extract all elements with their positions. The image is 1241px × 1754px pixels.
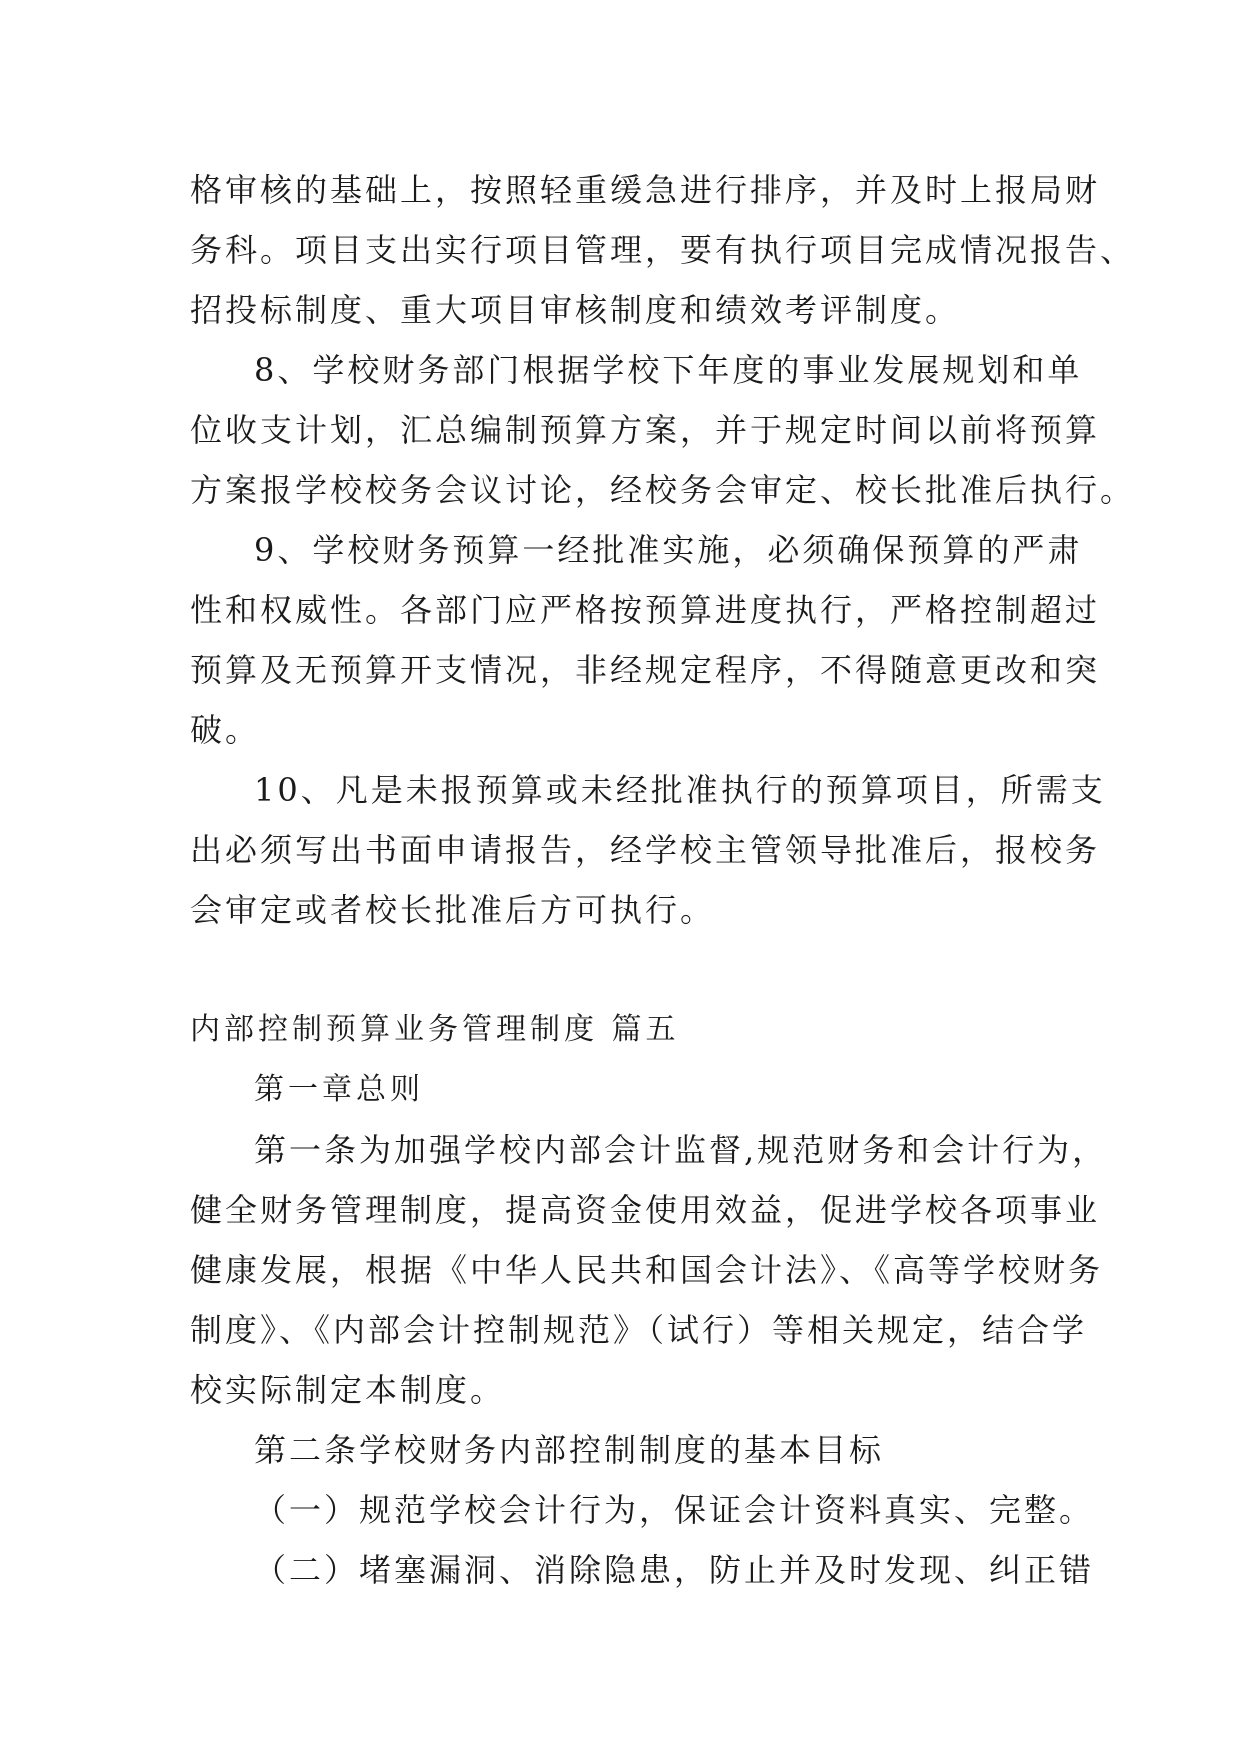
- body-line: 务科。项目支出实行项目管理，要有执行项目完成情况报告、: [190, 231, 1136, 269]
- body-line: 校实际制定本制度。: [190, 1371, 506, 1409]
- list-item: （一）规范学校会计行为，保证会计资料真实、完整。: [254, 1491, 1095, 1529]
- paragraph-start-line: 第二条学校财务内部控制制度的基本目标: [254, 1431, 885, 1469]
- body-line: 招投标制度、重大项目审核制度和绩效考评制度。: [190, 291, 961, 329]
- chapter-title: 第一章总则: [254, 1072, 424, 1107]
- list-item: （二）堵塞漏洞、消除隐患，防止并及时发现、纠正错: [254, 1551, 1095, 1589]
- body-line: 破。: [190, 711, 261, 749]
- body-line: 出必须写出书面申请报告，经学校主管领导批准后，报校务: [190, 831, 1101, 869]
- body-line: 制度》、《内部会计控制规范》（试行）等相关规定，结合学: [190, 1311, 1088, 1349]
- body-line: 健康发展，根据《中华人民共和国会计法》、《高等学校财务: [190, 1251, 1104, 1289]
- paragraph-start-line: 第一条为加强学校内部会计监督,规范财务和会计行为，: [254, 1131, 1108, 1169]
- section-heading: 内部控制预算业务管理制度 篇五: [190, 1012, 680, 1047]
- body-line: 健全财务管理制度，提高资金使用效益，促进学校各项事业: [190, 1191, 1101, 1229]
- body-line: 方案报学校校务会议讨论，经校务会审定、校长批准后执行。: [190, 471, 1136, 509]
- document-page: [190, 160, 1136, 1600]
- paragraph-start-line: 9、学校财务预算一经批准实施，必须确保预算的严肃: [254, 531, 1083, 569]
- body-line: 预算及无预算开支情况，非经规定程序，不得随意更改和突: [190, 651, 1101, 689]
- paragraph-start-line: 8、学校财务部门根据学校下年度的事业发展规划和单: [254, 351, 1083, 389]
- paragraph-start-line: 10、凡是未报预算或未经批准执行的预算项目，所需支: [254, 771, 1106, 809]
- body-line: 会审定或者校长批准后方可执行。: [190, 891, 716, 929]
- body-line: 格审核的基础上，按照轻重缓急进行排序，并及时上报局财: [190, 171, 1101, 209]
- body-line: 位收支计划，汇总编制预算方案，并于规定时间以前将预算: [190, 411, 1101, 449]
- body-line: 性和权威性。各部门应严格按预算进度执行，严格控制超过: [190, 591, 1101, 629]
